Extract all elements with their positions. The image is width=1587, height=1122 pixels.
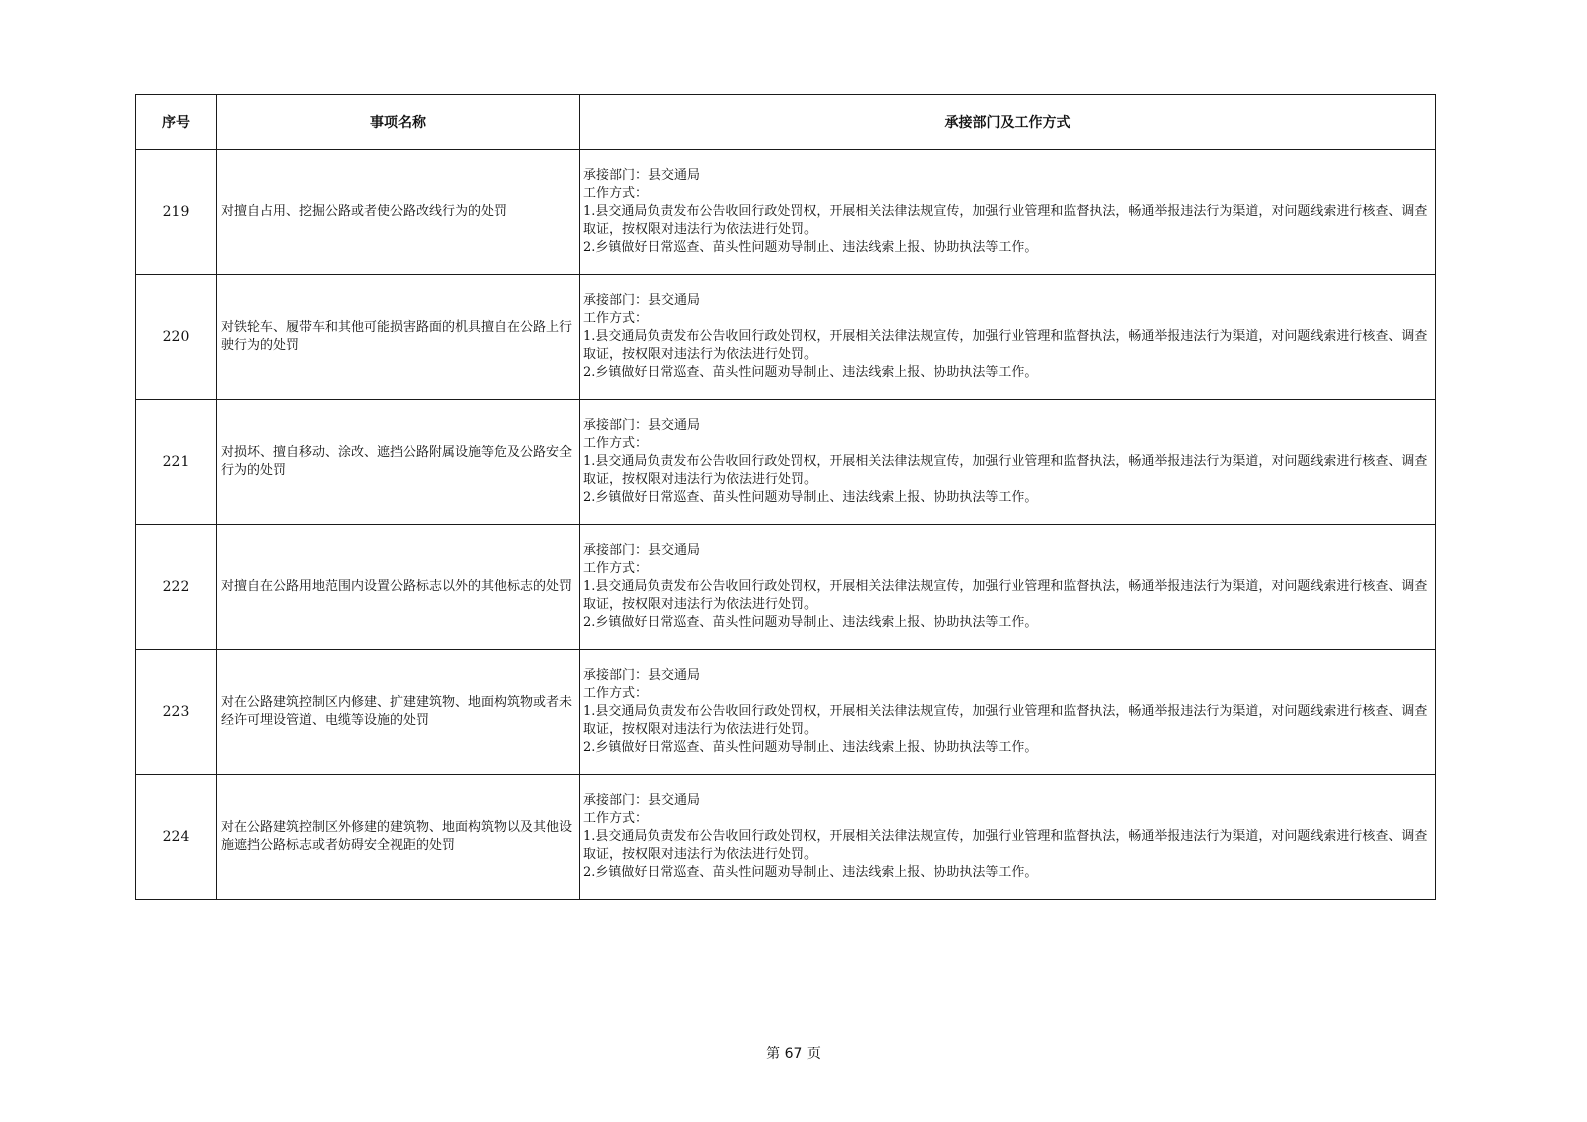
method-label: 工作方式： — [583, 686, 649, 701]
page-number: 第 67 页 — [766, 1046, 821, 1062]
method-item-2: 2.乡镇做好日常巡查、苗头性问题劝导制止、违法线索上报、协助执法等工作。 — [583, 615, 1038, 630]
dept-line: 承接部门：县交通局 — [583, 168, 701, 183]
row-seq: 221 — [136, 400, 217, 525]
row-dept-method — [580, 400, 1436, 525]
dept-line: 承接部门：县交通局 — [583, 668, 701, 683]
row-dept-method — [580, 525, 1436, 650]
row-seq: 223 — [136, 650, 217, 775]
method-item-1: 1.县交通局负责发布公告收回行政处罚权，开展相关法律法规宣传，加强行业管理和监督执法，畅通举报违法行为渠道，对问题线索进行核查、调查取证，按权限对违法行为依法进行处罚。 — [583, 454, 1428, 487]
table-body — [136, 150, 1436, 900]
method-label: 工作方式： — [583, 311, 649, 326]
table-row — [136, 650, 1436, 775]
row-seq: 222 — [136, 525, 217, 650]
method-item-1: 1.县交通局负责发布公告收回行政处罚权，开展相关法律法规宣传，加强行业管理和监督执法，畅通举报违法行为渠道，对问题线索进行核查、调查取证，按权限对违法行为依法进行处罚。 — [583, 329, 1428, 362]
method-label: 工作方式： — [583, 186, 649, 201]
row-item-name: 对铁轮车、履带车和其他可能损害路面的机具擅自在公路上行驶行为的处罚 — [217, 275, 580, 400]
row-dept-method — [580, 775, 1436, 900]
row-seq: 224 — [136, 775, 217, 900]
method-item-2: 2.乡镇做好日常巡查、苗头性问题劝导制止、违法线索上报、协助执法等工作。 — [583, 490, 1038, 505]
method-item-1: 1.县交通局负责发布公告收回行政处罚权，开展相关法律法规宣传，加强行业管理和监督执法，畅通举报违法行为渠道，对问题线索进行核查、调查取证，按权限对违法行为依法进行处罚。 — [583, 204, 1428, 237]
row-seq: 219 — [136, 150, 217, 275]
method-item-2: 2.乡镇做好日常巡查、苗头性问题劝导制止、违法线索上报、协助执法等工作。 — [583, 740, 1038, 755]
header-item-name: 事项名称 — [217, 95, 580, 150]
table-row — [136, 150, 1436, 275]
table-header — [136, 95, 1436, 150]
matters-table-container — [135, 94, 1435, 900]
row-item-name: 对擅自在公路用地范围内设置公路标志以外的其他标志的处罚 — [217, 525, 580, 650]
method-label: 工作方式： — [583, 811, 649, 826]
table-row — [136, 525, 1436, 650]
dept-line: 承接部门：县交通局 — [583, 418, 701, 433]
row-item-name: 对损坏、擅自移动、涂改、遮挡公路附属设施等危及公路安全行为的处罚 — [217, 400, 580, 525]
row-item-name: 对擅自占用、挖掘公路或者使公路改线行为的处罚 — [217, 150, 580, 275]
method-item-1: 1.县交通局负责发布公告收回行政处罚权，开展相关法律法规宣传，加强行业管理和监督执法，畅通举报违法行为渠道，对问题线索进行核查、调查取证，按权限对违法行为依法进行处罚。 — [583, 829, 1428, 862]
header-seq: 序号 — [136, 95, 217, 150]
dept-line: 承接部门：县交通局 — [583, 793, 701, 808]
method-item-1: 1.县交通局负责发布公告收回行政处罚权，开展相关法律法规宣传，加强行业管理和监督执法，畅通举报违法行为渠道，对问题线索进行核查、调查取证，按权限对违法行为依法进行处罚。 — [583, 579, 1428, 612]
row-item-name: 对在公路建筑控制区内修建、扩建建筑物、地面构筑物或者未经许可埋设管道、电缆等设施的处罚 — [217, 650, 580, 775]
row-seq: 220 — [136, 275, 217, 400]
table-row — [136, 275, 1436, 400]
table-row — [136, 775, 1436, 900]
row-dept-method — [580, 650, 1436, 775]
header-row — [136, 95, 1436, 150]
method-label: 工作方式： — [583, 436, 649, 451]
dept-line: 承接部门：县交通局 — [583, 293, 701, 308]
matters-table — [135, 94, 1436, 900]
row-item-name: 对在公路建筑控制区外修建的建筑物、地面构筑物以及其他设施遮挡公路标志或者妨碍安全视距的处罚 — [217, 775, 580, 900]
method-item-1: 1.县交通局负责发布公告收回行政处罚权，开展相关法律法规宣传，加强行业管理和监督执法，畅通举报违法行为渠道，对问题线索进行核查、调查取证，按权限对违法行为依法进行处罚。 — [583, 704, 1428, 737]
method-label: 工作方式： — [583, 561, 649, 576]
row-dept-method — [580, 150, 1436, 275]
row-dept-method — [580, 275, 1436, 400]
method-item-2: 2.乡镇做好日常巡查、苗头性问题劝导制止、违法线索上报、协助执法等工作。 — [583, 865, 1038, 880]
method-item-2: 2.乡镇做好日常巡查、苗头性问题劝导制止、违法线索上报、协助执法等工作。 — [583, 240, 1038, 255]
dept-line: 承接部门：县交通局 — [583, 543, 701, 558]
table-row — [136, 400, 1436, 525]
header-dept-method: 承接部门及工作方式 — [580, 95, 1436, 150]
method-item-2: 2.乡镇做好日常巡查、苗头性问题劝导制止、违法线索上报、协助执法等工作。 — [583, 365, 1038, 380]
